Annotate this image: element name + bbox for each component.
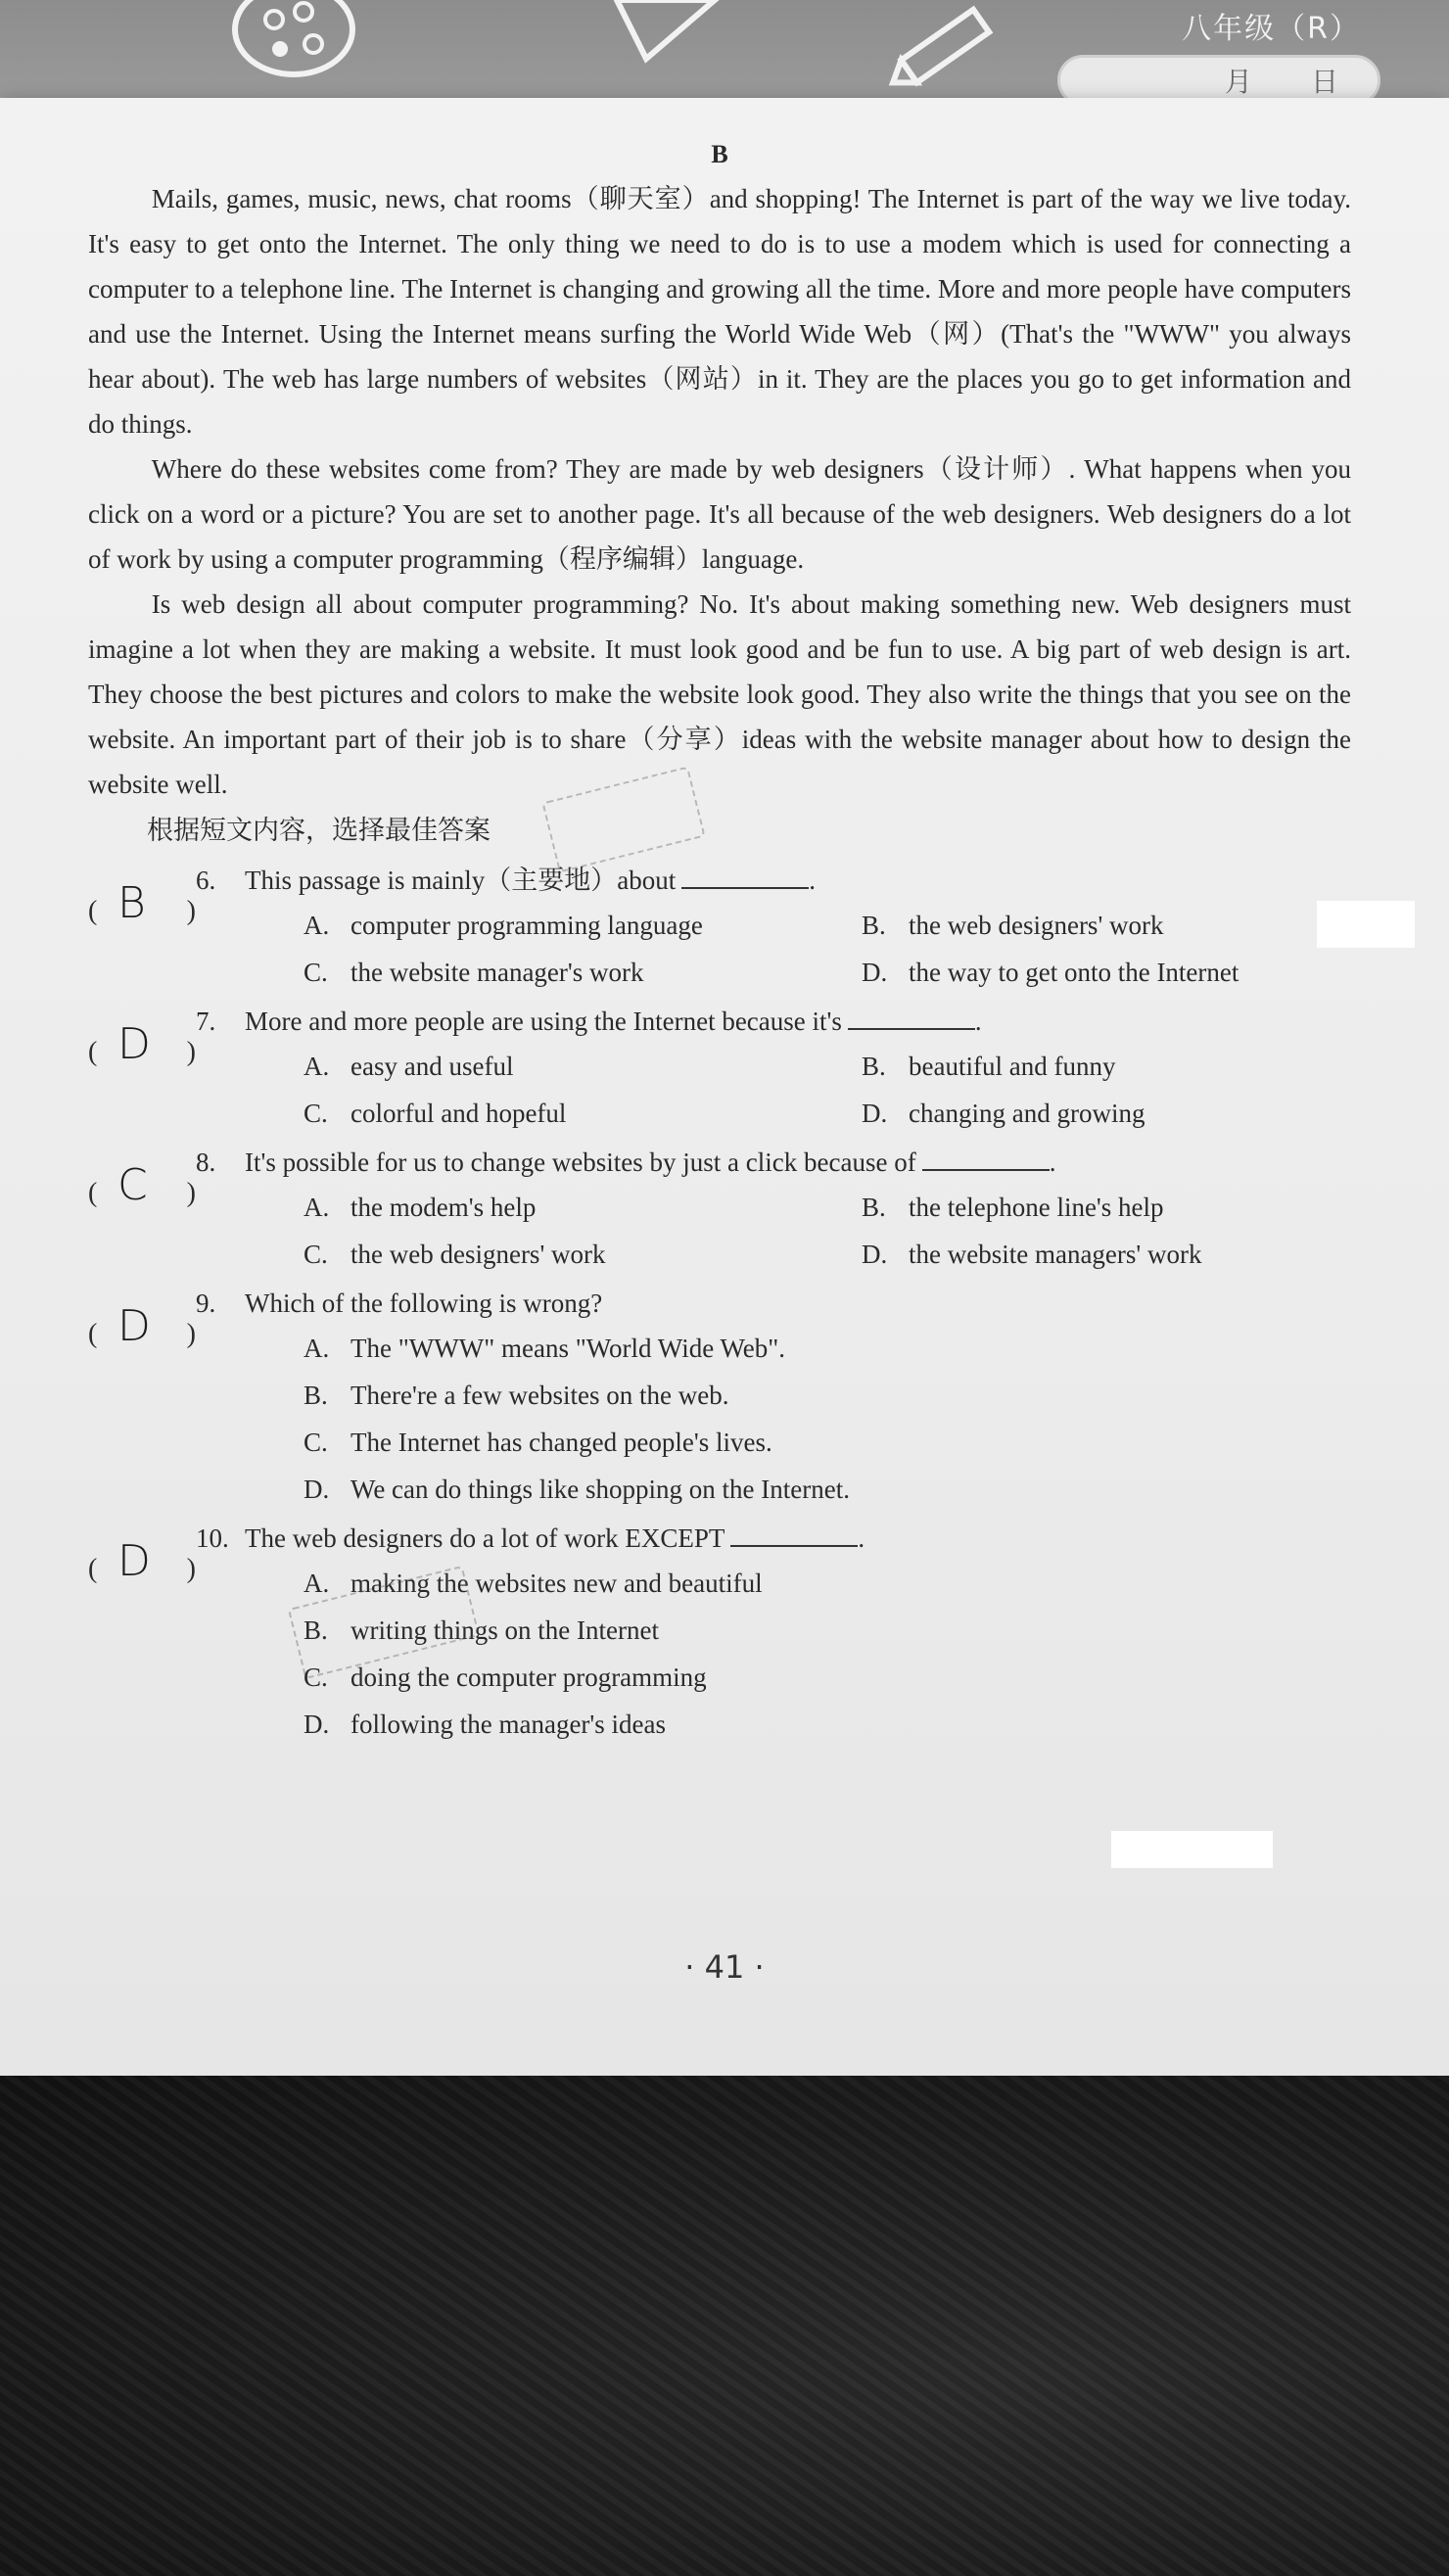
question-number: 9. [196,1288,216,1318]
palette-icon [215,0,372,88]
question-text: This passage is mainly（主要地）about [245,866,677,895]
handwritten-answer: D [117,1019,151,1069]
option-b: B. writing things on the Internet [304,1616,659,1645]
passage-paragraph-1: Mails, games, music, news, chat rooms（聊天室）and shopping! The Internet is part of the way we live today. It's easy to get onto the Internet. The only thing we need to do is to use a modem which is used for connecting a computer to a telephone line. The Internet is changing and growing all the time. More and more people have computers and use the Internet. Using the Internet means surfing the World Wide Web（网）(That's the "WWW" you always hear about). The web has large numbers of websites（网站）in it. They are the places you go to get information and do things. [88,184,1351,439]
option-d: D. the way to get onto the Internet [862,958,1239,987]
option-a: A. computer programming language [304,911,703,940]
page-number: · 41 · [684,1948,765,1986]
section-title: B [711,140,728,168]
background-fabric [0,2076,1449,2576]
option-d: D. We can do things like shopping on the Internet. [304,1475,850,1504]
question-9: ( D ) 9. Which of the following is wrong? A. The "WWW" means "World Wide Web". B. There're a few websites on the web. C. The Internet has changed people's lives. D. We can do things like shopping on the Internet. [88,1281,1351,1512]
option-b: B. the telephone line's help [862,1193,1164,1222]
pencil-icon [881,0,1018,93]
question-text: It's possible for us to change websites by just a click because of [245,1147,916,1177]
passage-paragraph-2: Where do these websites come from? They are made by web designers（设计师）. What happens when you click on a word or a picture? You are set to another page. It's all because of the web designers. Web designers do a lot of work by using a computer programming（程序编辑）language. [88,454,1351,574]
day-label: 日 [1310,66,1338,98]
answer-blank [922,1144,1050,1171]
redaction-box [1317,901,1415,948]
option-d: D. following the manager's ideas [304,1710,667,1739]
question-number: 10. [196,1523,229,1553]
question-number: 6. [196,866,216,895]
option-a: A. easy and useful [304,1052,514,1081]
question-7: ( D ) 7. More and more people are using the Internet because it's . A. easy and useful B. beautiful and funny C. colorful and hopeful D. changing and growing [88,999,1351,1136]
option-c: C. the web designers' work [304,1240,606,1269]
question-8: ( C ) 8. It's possible for us to change websites by just a click because of . A. the modem's help B. the telephone line's help C. the web designers' work D. the website managers' work [88,1140,1351,1277]
option-b: B. There're a few websites on the web. [304,1381,729,1410]
option-a: A. the modem's help [304,1193,537,1222]
question-6: ( B ) 6. This passage is mainly（主要地）about . A. computer programming language B. the web designers' work C. the website manager's work D. the way to get onto the Internet [88,858,1351,995]
answer-blank [681,862,809,889]
instructions: 根据短文内容，选择最佳答案 [147,816,491,846]
option-b: B. beautiful and funny [862,1052,1116,1081]
month-label: 月 [1224,66,1252,98]
option-d: D. changing and growing [862,1099,1145,1128]
handwritten-answer: D [117,1536,151,1586]
option-c: C. The Internet has changed people's lives. [304,1428,772,1457]
set-square-icon [607,0,724,69]
page-content [88,137,1351,1747]
passage-paragraph-3: Is web design all about computer programming? No. It's about making something new. Web designers must imagine a lot when they are making a website. It must look good and be fun to use. A big part of web design is art. They choose the best pictures and colors to make the website look good. They also write the things that you see on the website. An important part of their job is to share（分享）ideas with the website manager about how to design the website well. [88,589,1351,799]
option-d: D. the website managers' work [862,1240,1202,1269]
option-c: C. colorful and hopeful [304,1099,567,1128]
question-text: More and more people are using the Internet because it's [245,1007,842,1036]
option-c: C. the website manager's work [304,958,644,987]
answer-blank [848,1003,975,1030]
grade-label: 八年级（R） [1182,12,1361,46]
redaction-box [1111,1831,1273,1868]
option-c: C. doing the computer programming [304,1663,707,1692]
handwritten-answer: C [117,1160,148,1210]
workbook-page [0,98,1449,2085]
option-b: B. the web designers' work [862,911,1164,940]
question-10: ( D ) 10. The web designers do a lot of work EXCEPT . A. making the websites new and beautiful B. writing things on the Internet C. doing the computer programming D. following the manager's ideas [88,1516,1351,1747]
question-number: 7. [196,1007,216,1036]
handwritten-answer: B [117,878,146,928]
handwritten-answer: D [117,1301,151,1351]
question-number: 8. [196,1147,216,1177]
option-a: A. making the websites new and beautiful [304,1569,763,1598]
question-text: The web designers do a lot of work EXCEPT [245,1523,725,1553]
option-a: A. The "WWW" means "World Wide Web". [304,1334,786,1363]
answer-blank [730,1520,858,1547]
question-text: Which of the following is wrong? [245,1288,603,1318]
